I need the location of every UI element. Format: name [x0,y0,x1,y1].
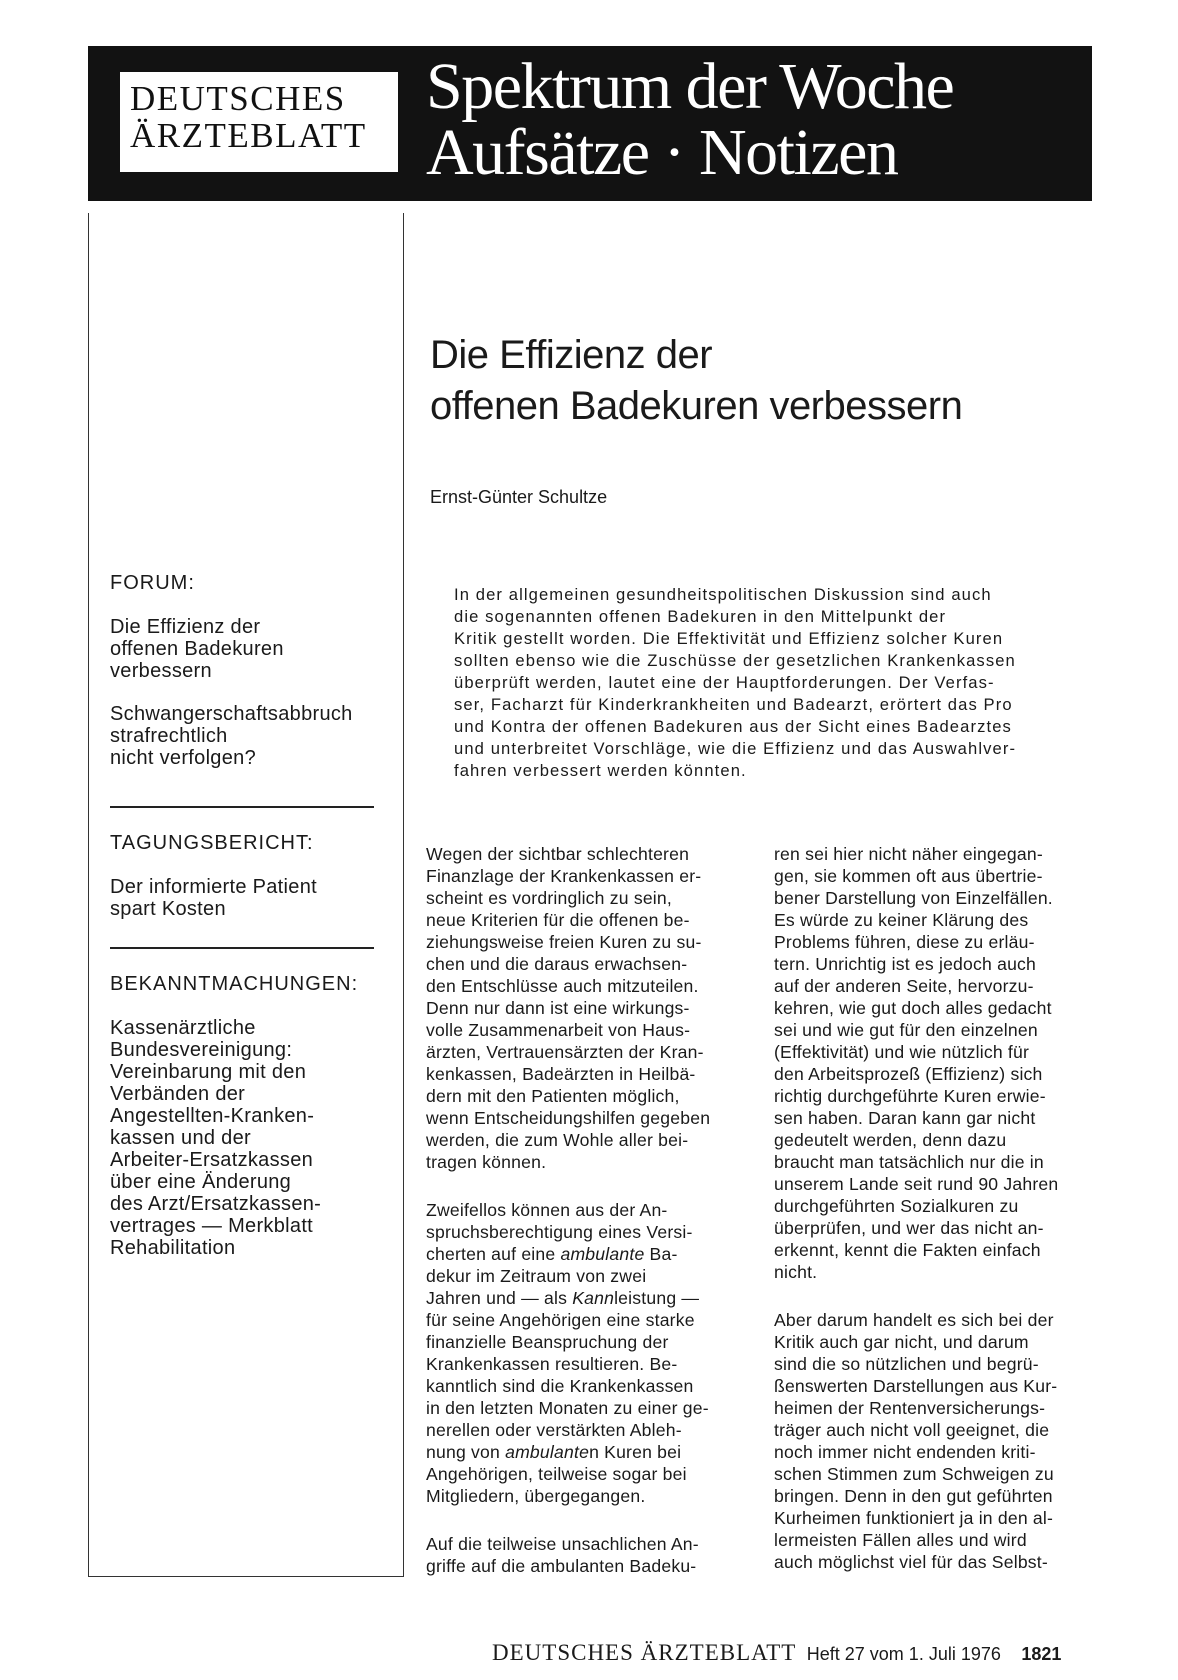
paragraph [774,843,1098,1283]
text-line: finanzielle Beanspruchung der [426,1332,669,1352]
article-headline [430,330,962,432]
text-line: Rehabilitation [110,1237,236,1259]
text-line: überprüfen, und wer das nicht an- [774,1218,1044,1238]
text-line: die sogenannten offenen Badekuren in den Mittelpunkt der [454,607,947,626]
headline-line-1: Die Effizienz der [430,333,713,377]
text-line: cherten auf eine ambulante Ba- [426,1244,678,1264]
text-line: durchgeführten Sozialkuren zu [774,1196,1019,1216]
text-line: (Effektivität) und wie nützlich für [774,1042,1030,1062]
text-line: chen und die daraus erwachsen- [426,954,688,974]
text-line: ßenswerten Darstellungen aus Kur- [774,1376,1058,1396]
sidebar-item-forum-2 [110,703,353,769]
text-line: Problems führen, diese zu erläu- [774,932,1035,952]
sidebar-heading-bekanntmachungen: BEKANNTMACHUNGEN: [110,973,359,995]
text-line: den Arbeitsprozeß (Effizienz) sich [774,1064,1043,1084]
text-line: verbessern [110,660,212,682]
text-line: sei und wie gut für den einzelnen [774,1020,1038,1040]
text-line: kassen und der [110,1127,251,1149]
text-line: strafrechtlich [110,725,228,747]
text-line: träger auch nicht voll geeignet, die [774,1420,1050,1440]
text-line: Es würde zu keiner Klärung des [774,910,1029,930]
footer-journal-name: DEUTSCHES ÄRZTEBLATT [492,1640,797,1665]
section-title-line-2: Aufsätze · Notizen [426,116,898,189]
text-line: gedeutelt werden, denn dazu [774,1130,1007,1150]
paragraph [426,843,750,1173]
text-line: sollten ebenso wie die Zuschüsse der gesetzlichen Krankenkassen [454,651,1016,670]
journal-logo [120,72,398,172]
text-line: Aber darum handelt es sich bei der [774,1310,1054,1330]
text-line: Denn nur dann ist eine wirkungs- [426,998,690,1018]
text-line: ärzten, Vertrauensärzten der Kran- [426,1042,704,1062]
text-line: vertrages — Merkblatt [110,1215,314,1237]
text-line: Arbeiter-Ersatzkassen [110,1149,314,1171]
text-line: griffe auf die ambulanten Badeku- [426,1556,697,1576]
text-line: für seine Angehörigen eine starke [426,1310,695,1330]
page-number: 1821 [1021,1644,1062,1664]
text-line: Auf die teilweise unsachlichen An- [426,1534,699,1554]
text-line: nung von ambulanten Kuren bei [426,1442,682,1462]
text-line: bener Darstellung von Einzelfällen. [774,888,1053,908]
sidebar-heading-forum: FORUM: [110,572,195,594]
text-line: Verbänden der [110,1083,246,1105]
text-line: heimen der Rentenversicherungs- [774,1398,1046,1418]
text-line: Mitgliedern, übergegangen. [426,1486,646,1506]
sidebar-divider [110,806,374,808]
text-line: Der informierte Patient [110,876,317,898]
text-line: kanntlich sind die Krankenkassen [426,1376,694,1396]
text-line: unserem Lande seit rund 90 Jahren [774,1174,1059,1194]
masthead-banner [88,46,1092,201]
text-line: noch immer nicht endenden kriti- [774,1442,1036,1462]
text-line: Zweifellos können aus der An- [426,1200,668,1220]
text-line: scheint es vordringlich zu sein, [426,888,672,908]
text-line: überprüft werden, lautet eine der Hauptforderungen. Der Verfas- [454,673,995,692]
text-line: Finanzlage der Krankenkassen er- [426,866,702,886]
logo-line-2: ÄRZTEBLATT [130,116,367,155]
text-line: Kassenärztliche [110,1017,256,1039]
text-line: in den letzten Monaten zu einer ge- [426,1398,709,1418]
text-line: Jahren und — als Kannleistung — [426,1288,700,1308]
text-line: neue Kriterien für die offenen be- [426,910,690,930]
text-line: dekur im Zeitraum von zwei [426,1266,647,1286]
text-line: auch möglichst viel für das Selbst- [774,1552,1048,1572]
text-line: richtig durchgeführte Kuren erwie- [774,1086,1046,1106]
text-line: dern mit den Patienten möglich, [426,1086,680,1106]
page-footer [492,1640,1061,1666]
text-line: tragen können. [426,1152,547,1172]
text-line: erkennt, kennt die Fakten einfach [774,1240,1041,1260]
text-line: auf der anderen Seite, hervorzu- [774,976,1034,996]
logo-line-1: DEUTSCHES [130,79,346,118]
text-line: Kritik gestellt worden. Die Effektivität und Effizienz solcher Kuren [454,629,1004,648]
text-line: gen, sie kommen oft aus übertrie- [774,866,1043,886]
text-line: lermeisten Fällen alles und wird [774,1530,1027,1550]
text-line: spruchsberechtigung eines Versi- [426,1222,693,1242]
headline-line-2: offenen Badekuren verbessern [430,384,963,428]
text-line: schen Stimmen zum Schweigen zu [774,1464,1054,1484]
text-line: Schwangerschaftsabbruch [110,703,353,725]
text-line: Die Effizienz der [110,616,261,638]
article-author: Ernst-Günter Schultze [430,487,608,507]
sidebar-item-tagungsbericht [110,876,317,920]
text-line: In der allgemeinen gesundheitspolitischen Diskussion sind auch [454,585,992,604]
text-line: wenn Entscheidungshilfen gegeben [426,1108,711,1128]
text-line: bringen. Denn in den gut geführten [774,1486,1053,1506]
text-line: nicht. [774,1262,818,1282]
text-line: und unterbreitet Vorschläge, wie die Effizienz und das Auswahlver- [454,739,1017,758]
text-line: volle Zusammenarbeit von Haus- [426,1020,691,1040]
section-title-line-1: Spektrum der Woche [426,50,954,123]
paragraph [426,1533,750,1577]
text-line: den Entschlüsse auch mitzuteilen. [426,976,699,996]
text-line: kehren, wie gut doch alles gedacht [774,998,1052,1018]
paragraph [774,1309,1098,1573]
text-line: über eine Änderung [110,1171,292,1193]
sidebar-item-forum-1 [110,616,284,682]
text-line: spart Kosten [110,898,226,920]
body-column-2 [774,843,1098,1599]
text-line: fahren verbessert werden könnten. [454,761,747,780]
text-line: sen haben. Daran kann gar nicht [774,1108,1036,1128]
text-line: Wegen der sichtbar schlechteren [426,844,690,864]
text-line: und Kontra der offenen Badekuren aus der Sicht eines Badearztes [454,717,1012,736]
text-line: tern. Unrichtig ist es jedoch auch [774,954,1037,974]
body-column-1 [426,843,750,1603]
text-line: Angestellten-Kranken- [110,1105,315,1127]
text-line: des Arzt/Ersatzkassen- [110,1193,322,1215]
text-line: ziehungsweise freien Kuren zu su- [426,932,702,952]
text-line: nerellen oder verstärkten Ableh- [426,1420,682,1440]
text-line: offenen Badekuren [110,638,284,660]
text-line: Kritik auch gar nicht, und darum [774,1332,1029,1352]
text-line: ser, Facharzt für Kinderkrankheiten und Badearzt, erörtert das Pro [454,695,1013,714]
sidebar-heading-tagungsbericht: TAGUNGSBERICHT: [110,832,314,854]
text-line: braucht man tatsächlich nur die in [774,1152,1044,1172]
text-line: werden, die zum Wohle aller bei- [426,1130,689,1150]
footer-issue: Heft 27 vom 1. Juli 1976 [806,1644,1001,1664]
text-line: ren sei hier nicht näher eingegan- [774,844,1043,864]
text-line: nicht verfolgen? [110,747,257,769]
text-line: Bundesvereinigung: [110,1039,293,1061]
text-line: sind die so nützlichen und begrü- [774,1354,1039,1374]
text-line: Vereinbarung mit den [110,1061,307,1083]
paragraph [426,1199,750,1507]
text-line: Kurheimen funktioniert ja in den al- [774,1508,1054,1528]
text-line: kenkassen, Badeärzten in Heilbä- [426,1064,696,1084]
article-abstract [454,584,1066,782]
section-title [426,50,954,189]
sidebar-item-bekanntmachungen [110,1017,321,1259]
sidebar-divider [110,947,374,949]
text-line: Krankenkassen resultieren. Be- [426,1354,678,1374]
text-line: Angehörigen, teilweise sogar bei [426,1464,687,1484]
